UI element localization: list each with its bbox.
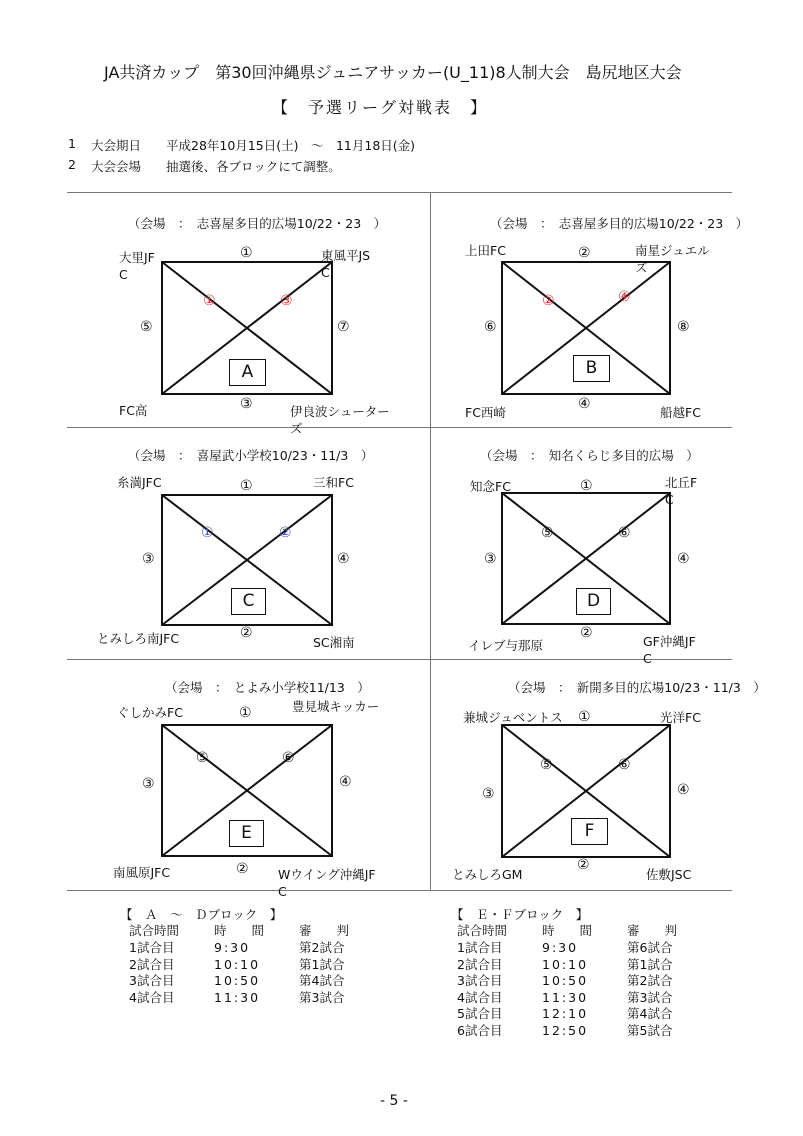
schedule-header: 試合時間 [129,923,180,938]
match-number-bottom: ② [580,625,593,641]
team-bottom-left: FC高 [119,403,148,418]
schedule-cell: 第1試合 [299,957,345,972]
match-number-left: ③ [142,551,155,567]
match-number-diag-right: ③ [280,293,293,309]
schedule-cell: 12:10 [542,1006,589,1021]
venue-label: （会場 ： 新開多目的広場10/23・11/3 ） [508,680,766,695]
match-number-left: ③ [484,551,497,567]
match-number-right: ④ [677,551,690,567]
match-number-left: ⑥ [484,319,497,335]
team-top-left: 大里JF C [119,250,155,282]
match-number-diag-left: ⑤ [540,757,553,773]
team-bottom-right: Wウイング沖縄JF C [278,867,376,899]
schedule-cell: 第4試合 [299,973,345,988]
match-number-right: ⑧ [677,319,690,335]
team-top-right: 南星ジュエル ズ [635,243,710,275]
match-number-bottom: ② [240,625,253,641]
info-num: 1 [68,136,76,151]
schedule-cell: 10:50 [542,973,589,988]
schedule-cell: 10:50 [214,973,261,988]
schedule-cell: 4試合目 [129,990,175,1005]
info-label: 大会会場 [91,159,142,174]
info-value: 平成28年10月15日(土) ～ 11月18日(金) [166,138,416,153]
schedule-cell: 第5試合 [627,1023,673,1038]
schedule-cell: 2試合目 [457,957,503,972]
info-num: 2 [68,157,76,172]
match-number-right: ⑦ [337,319,350,335]
block-letter: B [573,355,610,382]
schedule-cell: 2試合目 [129,957,175,972]
schedule-cell: 1試合目 [129,940,175,955]
match-number-top: ① [240,245,253,261]
schedule-header: 審 判 [627,923,678,938]
match-number-left: ③ [482,786,495,802]
venue-label: （会場 ： 志喜屋多目的広場10/22・23 ） [490,216,749,231]
venue-label: （会場 ： 喜屋武小学校10/23・11/3 ） [128,448,374,463]
schedule-header: 試合時間 [457,923,508,938]
block-letter: C [231,588,266,615]
schedule-cell: 第2試合 [299,940,345,955]
match-number-top: ① [239,705,252,721]
match-number-diag-right: ⑥ [618,525,631,541]
match-number-right: ④ [337,551,350,567]
divider [67,659,732,660]
schedule-cell: 第1試合 [627,957,673,972]
team-top-left: 上田FC [465,243,506,258]
block-letter: A [229,359,266,386]
schedule-header: 審 判 [299,923,350,938]
team-bottom-left: とみしろ南JFC [97,631,180,646]
block-letter: E [229,820,264,847]
divider [67,192,732,193]
match-number-top: ① [580,478,593,494]
match-number-diag-right: ⑥ [618,757,631,773]
page-title: JA共済カップ 第30回沖縄県ジュニアサッカー(U_11)8人制大会 島尻地区大会 [104,63,682,82]
team-top-left: ぐしかみFC [117,705,183,720]
schedule-cell: 9:30 [542,940,579,955]
match-number-top: ① [240,478,253,494]
venue-label: （会場 ： とよみ小学校11/13 ） [165,680,370,695]
schedule-cell: 第3試合 [627,990,673,1005]
schedule-cell: 第3試合 [299,990,345,1005]
match-number-top: ② [578,245,591,261]
divider [67,890,732,891]
team-bottom-left: 南風原JFC [113,865,171,880]
info-label: 大会期日 [91,138,142,153]
team-top-right: 光洋FC [660,710,701,725]
match-number-diag-left: ① [203,293,216,309]
venue-label: （会場 ： 志喜屋多目的広場10/22・23 ） [128,216,387,231]
schedule-header: 時 間 [542,923,593,938]
match-number-diag-right: ⑥ [282,750,295,766]
team-top-left: 糸満JFC [117,475,162,490]
schedule-cell: 11:30 [542,990,589,1005]
schedule-cell: 12:50 [542,1023,589,1038]
team-top-right: 三和FC [313,475,354,490]
match-number-diag-left: ② [542,293,555,309]
schedule-header: 時 間 [214,923,265,938]
divider [430,192,431,890]
schedule-cell: 第4試合 [627,1006,673,1021]
schedule-cell: 3試合目 [129,973,175,988]
schedule-heading: 【 Ａ ～ Ｄブロック 】 [120,907,283,922]
match-number-bottom: ② [577,857,590,873]
team-bottom-left: イレブ与那原 [468,638,544,653]
match-number-bottom: ② [236,861,249,877]
page-subtitle: 【 予選リーグ対戦表 】 [272,98,489,117]
match-number-right: ④ [339,774,352,790]
team-top-right: 東風平JS C [321,248,371,280]
match-number-diag-left: ① [201,525,214,541]
schedule-heading: 【 Ｅ・Ｆブロック 】 [451,907,589,922]
match-number-diag-right: ④ [618,289,631,305]
schedule-cell: 4試合目 [457,990,503,1005]
team-top-right: 豊見城キッカー [292,699,380,714]
schedule-cell: 3試合目 [457,973,503,988]
match-number-left: ⑤ [140,319,153,335]
block-letter: D [576,588,611,615]
team-top-right: 北丘F C [665,475,698,507]
venue-label: （会場 ： 知名くらじ多目的広場 ） [480,448,699,463]
schedule-cell: 10:10 [214,957,261,972]
schedule-cell: 10:10 [542,957,589,972]
match-number-left: ③ [142,776,155,792]
block-letter: F [571,818,608,845]
match-number-diag-left: ⑤ [541,525,554,541]
divider [67,427,732,428]
schedule-cell: 6試合目 [457,1023,503,1038]
page-number: - 5 - [380,1093,408,1109]
match-number-diag-left: ⑤ [196,750,209,766]
schedule-cell: 1試合目 [457,940,503,955]
team-bottom-right: 伊良波シューター ズ [290,404,390,436]
team-bottom-right: 船越FC [660,405,701,420]
schedule-cell: 9:30 [214,940,251,955]
schedule-cell: 5試合目 [457,1006,503,1021]
match-number-diag-right: ② [279,525,292,541]
schedule-cell: 第6試合 [627,940,673,955]
team-bottom-right: GF沖縄JF C [643,634,696,666]
info-value: 抽選後、各ブロックにて調整。 [166,159,341,174]
schedule-cell: 第2試合 [627,973,673,988]
match-number-top: ① [578,709,591,725]
team-bottom-left: FC西崎 [465,405,506,420]
match-number-bottom: ③ [240,396,253,412]
schedule-cell: 11:30 [214,990,261,1005]
team-top-left: 知念FC [470,479,511,494]
team-bottom-right: SC湘南 [313,635,355,650]
team-top-left: 兼城ジュベントス [463,710,563,725]
team-bottom-left: とみしろGM [452,867,523,882]
team-bottom-right: 佐敷JSC [646,867,692,882]
match-number-bottom: ④ [578,396,591,412]
match-number-right: ④ [677,782,690,798]
